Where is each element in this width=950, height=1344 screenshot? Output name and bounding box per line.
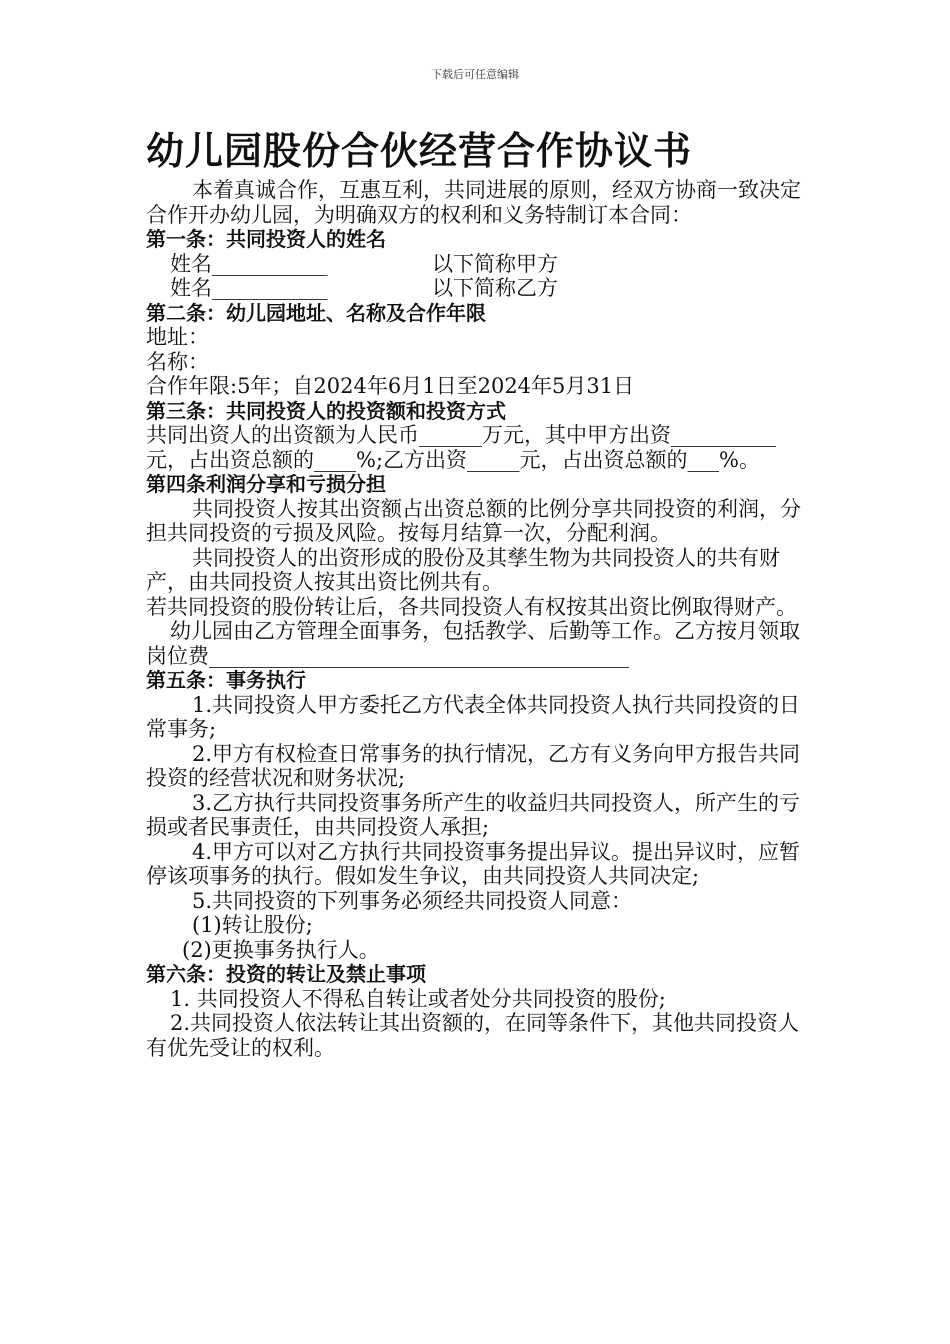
execution-item-1: 1.共同投资人甲方委托乙方代表全体共同投资人执行共同投资的日常事务; [146, 692, 801, 741]
party-a-label: 以下简称甲方 [432, 251, 558, 276]
execution-subitem-1: (1)转让股份; [192, 913, 313, 937]
transfer-item-1: 1. 共同投资人不得私自转让或者处分共同投资的股份; [170, 986, 666, 1011]
cooperation-term-line: 合作年限:5年；自2024年6月1日至2024年5月31日 [146, 374, 635, 398]
execution-item-5: 5.共同投资的下列事务必须经共同投资人同意： [192, 888, 633, 913]
name-blank: ___________ [212, 251, 328, 276]
transfer-item-2: 2.共同投资人依法转让其出资额的，在同等条件下，其他共同投资人有优先受让的权利。 [146, 1011, 800, 1060]
section-1-heading: 第一条：共同投资人的姓名 [146, 227, 386, 251]
execution-item-3: 3.乙方执行共同投资事务所产生的收益归共同投资人，所产生的亏损或者民事责任，由共同投资人承担; [146, 790, 801, 839]
header-note: 下载后可任意编辑 [431, 68, 519, 81]
party-b-row [146, 276, 808, 301]
name-blank: ___________ [212, 276, 328, 300]
profit-sharing-paragraph: 共同投资人按其出资额占出资总额的比例分享共同投资的利润，分担共同投资的亏损及风险。按每月结算一次，分配利润。 [146, 496, 801, 545]
share-transfer-paragraph: 若共同投资的股份转让后，各共同投资人有权按其出资比例取得财产。 [146, 594, 797, 619]
name-label: 姓名 [170, 276, 212, 300]
execution-subitem-2: (2)更换事务执行人。 [182, 937, 380, 962]
section-4-heading: 第四条利润分享和亏损分担 [146, 472, 386, 496]
management-paragraph: 幼儿园由乙方管理全面事务，包括教学、后勤等工作。乙方按月领取岗位费________________________________________ [146, 619, 800, 668]
document-title: 幼儿园股份合伙经营合作协议书 [146, 129, 693, 173]
section-3-heading: 第三条：共同投资人的投资额和投资方式 [146, 398, 506, 423]
shared-property-paragraph: 共同投资人的出资形成的股份及其孳生物为共同投资人的共有财产，由共同投资人按其出资比例共有。 [146, 545, 780, 594]
name-label: 姓名 [170, 251, 212, 276]
execution-item-4: 4.甲方可以对乙方执行共同投资事务提出异议。提出异议时，应暂停该项事务的执行。假如发生争议，由共同投资人共同决定; [146, 839, 801, 888]
section-2-heading: 第二条：幼儿园地址、名称及合作年限 [146, 300, 486, 325]
agreement-document [146, 128, 808, 1060]
section-5-heading: 第五条：事务执行 [146, 668, 306, 692]
address-line: 地址： [146, 325, 209, 349]
intro-paragraph: 本着真诚合作，互惠互利，共同进展的原则，经双方协商一致决定合作开办幼儿园，为明确双方的权利和义务特制订本合同： [146, 178, 801, 227]
execution-item-2: 2.甲方有权检查日常事务的执行情况，乙方有义务向甲方报告共同投资的经营状况和财务状况; [146, 741, 801, 790]
kindergarten-name-line: 名称： [146, 349, 209, 374]
party-a-row [146, 252, 808, 277]
investment-paragraph: 共同出资人的出资额为人民币______万元，其中甲方出资__________元，占出资总额的____%;乙方出资_____元，占出资总额的___%。 [146, 423, 776, 472]
section-6-heading: 第六条：投资的转让及禁止事项 [146, 962, 426, 986]
party-b-label: 以下简称乙方 [432, 276, 558, 300]
